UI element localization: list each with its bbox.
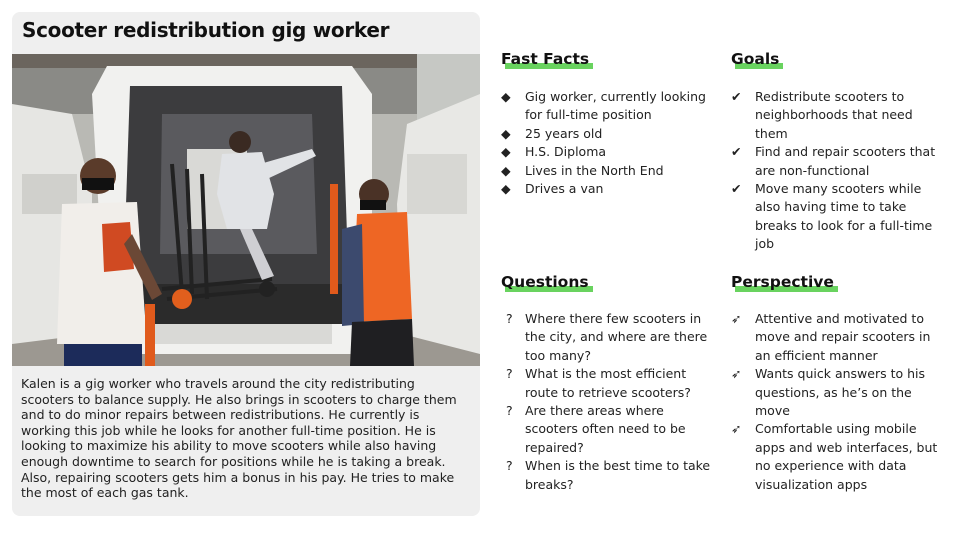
list-item: ➶ Attentive and motivated to move and repair scooters in an efficient manner (731, 311, 931, 363)
list-item: ➶ Wants quick answers to his questions, as he’s on the move (731, 366, 926, 419)
goals-list (731, 88, 946, 254)
list-item: ? When is the best time to take breaks? (501, 457, 716, 494)
perspective-list (731, 310, 946, 494)
checkmark-icon: ✔ (731, 89, 742, 104)
list-item: ◆ 25 years old (501, 125, 706, 143)
diamond-bullet-icon: ◆ (501, 162, 511, 178)
arrow-bullet-icon: ➶ (731, 311, 742, 326)
checkmark-icon: ✔ (731, 144, 742, 160)
questions-heading: Questions (501, 273, 589, 291)
question-mark-icon: ? (506, 311, 513, 326)
question-mark-icon: ? (506, 458, 513, 474)
list-item: ◆ Gig worker, currently looking for full-time position (501, 89, 706, 123)
diamond-bullet-icon: ◆ (501, 125, 511, 141)
list-item: ✔ Redistribute scooters to neighborhoods that need them (731, 89, 913, 141)
list-item: ✔ Move many scooters while also having time to take breaks to look for a full-time job (731, 181, 933, 252)
checkmark-icon: ✔ (731, 181, 742, 197)
list-item: ✔ Find and repair scooters that are non-functional (731, 144, 936, 178)
arrow-bullet-icon: ➶ (731, 421, 742, 437)
persona-bio: Kalen is a gig worker who travels around the city redistributing scooters to balance supply. He also brings in scooters to charge them and to do minor repairs between redistributions. He currently is working this job while he looks for another full-time position. He is looking to maximize his ability to move scooters while also having enough downtime to search for positions while he is taking a break. Also, repairing scooters gets him a bonus in his pay. He tries to make the most of each gas tank. (21, 376, 457, 501)
list-item: ? Are there areas where scooters often need to be repaired? (501, 402, 716, 457)
goals-heading: Goals (731, 50, 779, 68)
persona-photo (12, 54, 480, 366)
question-mark-icon: ? (506, 403, 513, 419)
list-item: ? Where there few scooters in the city, and where are there too many? (501, 310, 716, 365)
list-item: ◆ H.S. Diploma (501, 143, 706, 161)
diamond-bullet-icon: ◆ (501, 144, 511, 160)
page-title: Scooter redistribution gig worker (22, 18, 390, 42)
list-item: ➶ Comfortable using mobile apps and web interfaces, but no experience with data visualization apps (731, 421, 938, 492)
van-scene-image (12, 54, 480, 366)
list-item: ◆ Lives in the North End (501, 162, 706, 180)
list-item: ? What is the most efficient route to retrieve scooters? (501, 365, 716, 402)
diamond-bullet-icon: ◆ (501, 181, 511, 197)
fast-facts-heading: Fast Facts (501, 50, 589, 68)
arrow-bullet-icon: ➶ (731, 366, 742, 382)
diamond-bullet-icon: ◆ (501, 89, 511, 104)
fast-facts-list (501, 88, 706, 198)
list-item: ◆ Drives a van (501, 180, 706, 198)
perspective-heading: Perspective (731, 273, 834, 291)
question-mark-icon: ? (506, 366, 513, 382)
questions-list (501, 310, 716, 494)
